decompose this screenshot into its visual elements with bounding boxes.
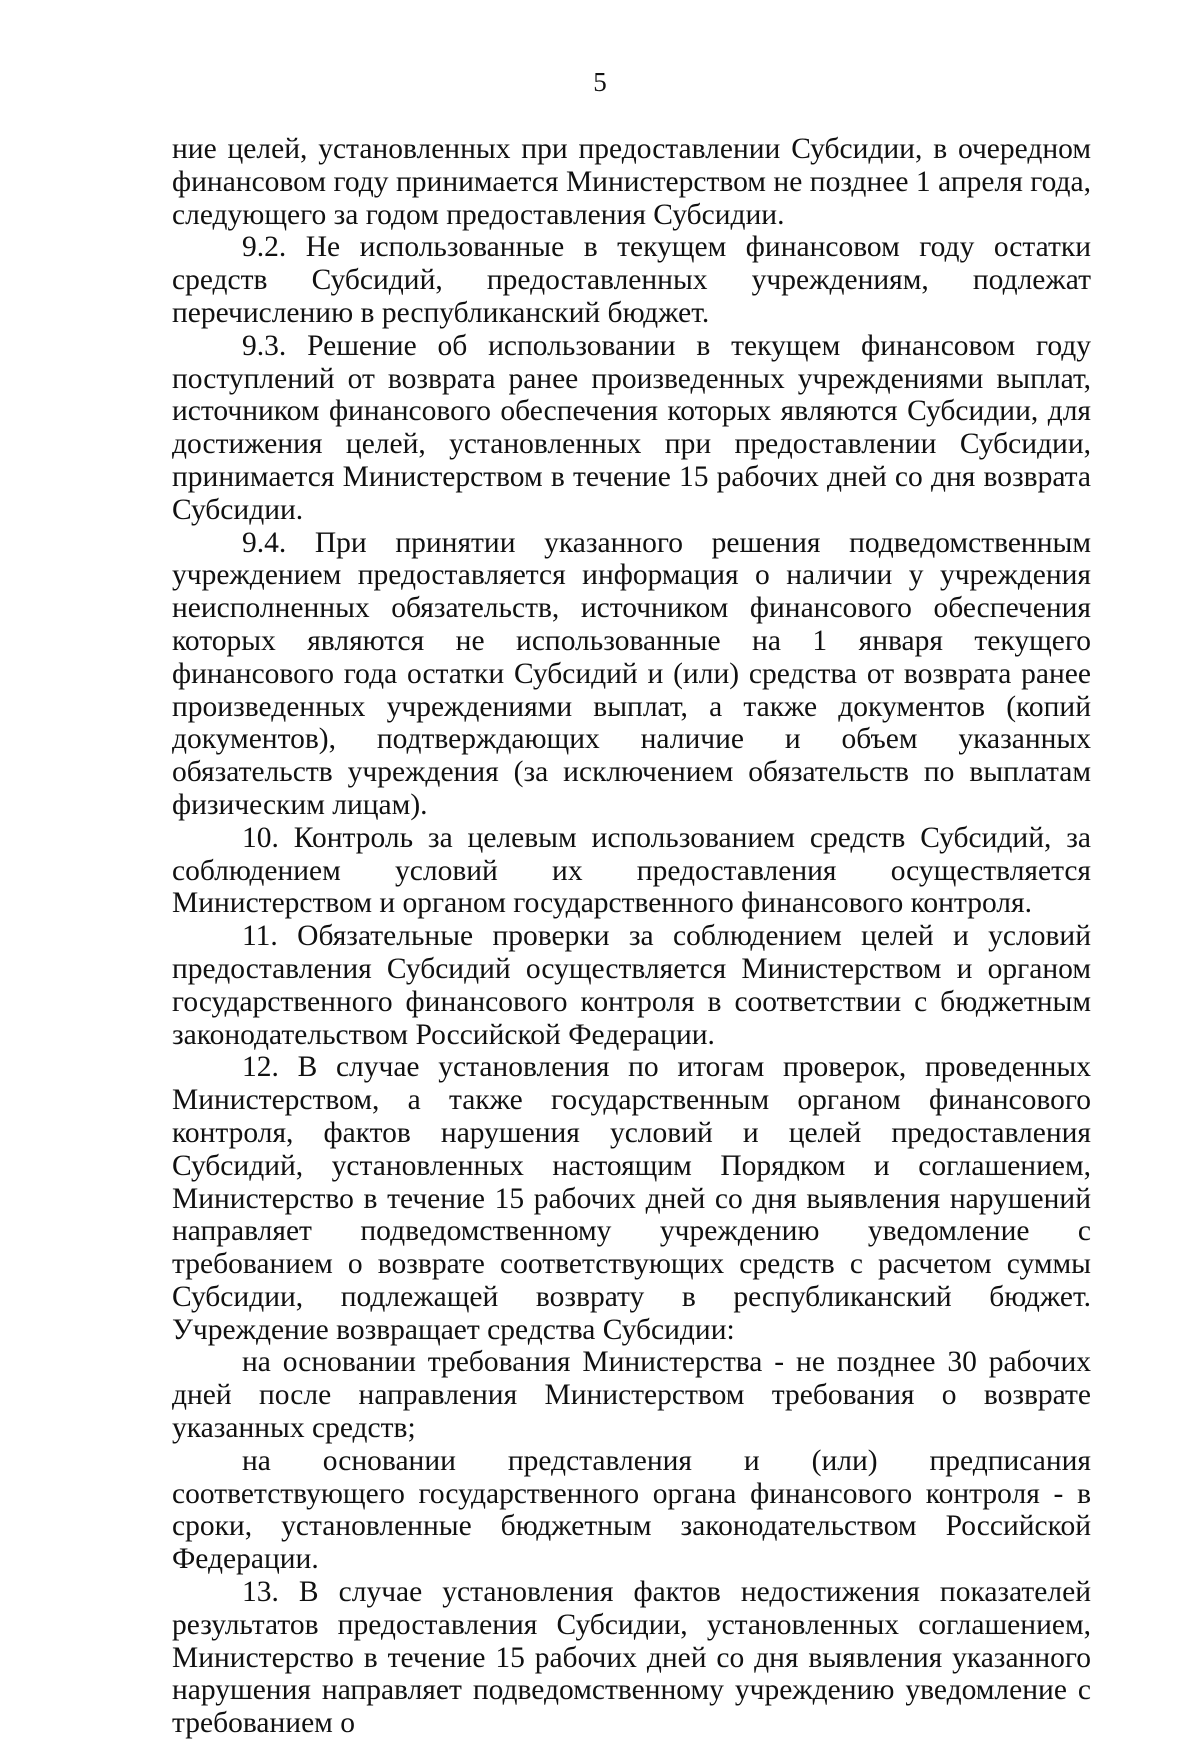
paragraph-12: 12. В случае установления по итогам проверок, проведенных Министерством, а также государственным органом финансового контроля, фактов нарушения условий и целей предоставления Субсидий, установленных настоящим Порядком и соглашением, Министерство в течение 15 рабочих дней со дня выявления нарушений направляет подведомственному учреждению уведомление с требованием о возврате соответствующих средств с расчетом суммы Субсидии, подлежащей возврату в республиканский бюджет. Учреждение возвращает средства Субсидии: (172, 1051, 1091, 1346)
document-body (172, 133, 1091, 1740)
paragraph-9-2: 9.2. Не использованные в текущем финансовом году остатки средств Субсидий, предоставленных учреждениям, подлежат перечислению в республиканский бюджет. (172, 231, 1091, 329)
paragraph-continuation: ние целей, установленных при предоставлении Субсидии, в очередном финансовом году принимается Министерством не позднее 1 апреля года, следующего за годом предоставления Субсидии. (172, 133, 1091, 231)
paragraph-9-3: 9.3. Решение об использовании в текущем финансовом году поступлений от возврата ранее произведенных учреждениями выплат, источником финансового обеспечения которых являются Субсидии, для достижения целей, установленных при предоставлении Субсидии, принимается Министерством в течение 15 рабочих дней со дня возврата Субсидии. (172, 329, 1091, 526)
paragraph-10: 10. Контроль за целевым использованием средств Субсидий, за соблюдением условий их предоставления осуществляется Министерством и органом государственного финансового контроля. (172, 821, 1091, 920)
paragraph-13: 13. В случае установления фактов недостижения показателей результатов предоставления Субсидии, установленных соглашением, Министерство в течение 15 рабочих дней со дня выявления указанного нарушения направляет подведомственному учреждению уведомление с требованием о (172, 1576, 1091, 1740)
page-number: 5 (593, 67, 607, 97)
paragraph-9-4: 9.4. При принятии указанного решения подведомственным учреждением предоставляется информация о наличии у учреждения неисполненных обязательств, источником финансового обеспечения которых являются не использованные на 1 января текущего финансового года остатки Субсидий и (или) средства от возврата ранее произведенных учреждениями выплат, а также документов (копий документов), подтверждающих наличие и объем указанных обязательств учреждения (за исключением обязательств по выплатам физическим лицам). (172, 526, 1091, 821)
paragraph-12-item-ministry: на основании требования Министерства - не позднее 30 рабочих дней после направления Министерством требования о возврате указанных средств; (172, 1346, 1091, 1445)
paragraph-11: 11. Обязательные проверки за соблюдением целей и условий предоставления Субсидий осуществляется Министерством и органом государственного финансового контроля в соответствии с бюджетным законодательством Российской Федерации. (172, 920, 1091, 1051)
paragraph-12-item-control-body: на основании представления и (или) предписания соответствующего государственного органа финансового контроля - в сроки, установленные бюджетным законодательством Российской Федерации. (172, 1444, 1091, 1576)
